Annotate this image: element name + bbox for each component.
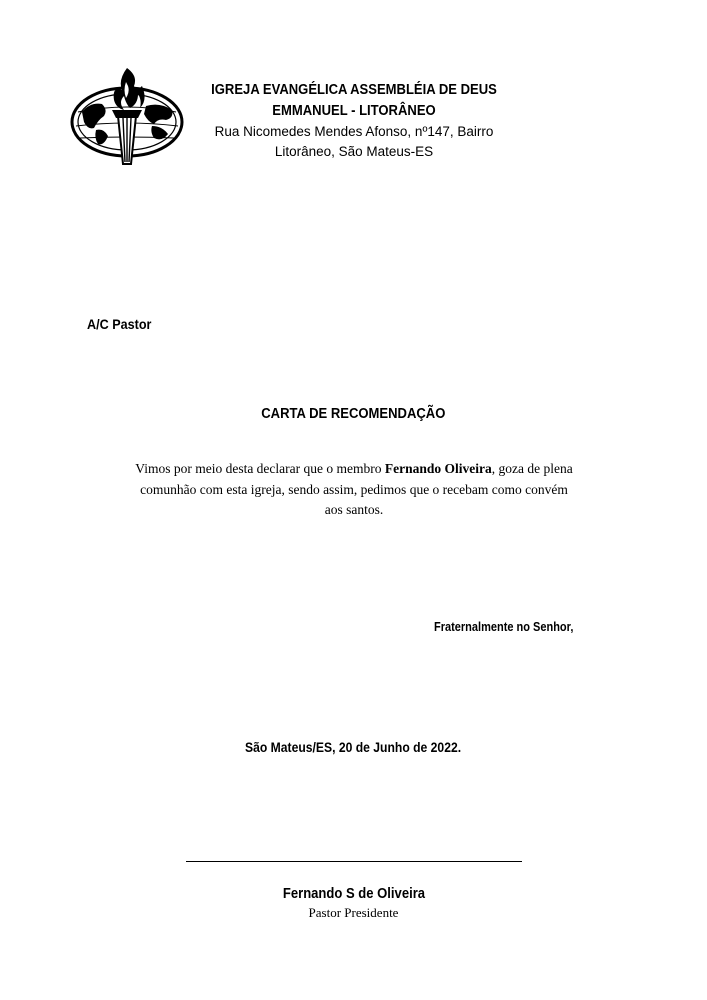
torch-globe-icon bbox=[68, 64, 186, 168]
signature-line bbox=[186, 861, 522, 862]
letter-body bbox=[134, 459, 574, 521]
church-name-line2: EMMANUEL - LITORÂNEO bbox=[272, 103, 436, 119]
address-line2: Litorâneo, São Mateus-ES bbox=[274, 144, 434, 159]
signatory-role: Pastor Presidente bbox=[308, 905, 399, 920]
date-line bbox=[0, 740, 707, 755]
member-name: Fernando Oliveira bbox=[384, 461, 492, 476]
letter-title bbox=[0, 406, 707, 422]
address-line1: Rua Nicomedes Mendes Afonso, nº147, Bairro bbox=[214, 124, 494, 139]
church-name-line1: IGREJA EVANGÉLICA ASSEMBLÉIA DE DEUS bbox=[211, 82, 497, 98]
attention-line: A/C Pastor bbox=[87, 316, 152, 332]
closing-line: Fraternalmente no Senhor, bbox=[433, 620, 573, 634]
signatory-name bbox=[0, 886, 707, 902]
body-text-before: Vimos por meio desta declarar que o membro bbox=[135, 461, 385, 476]
date-text: São Mateus/ES, 20 de Junho de 2022. bbox=[245, 740, 462, 755]
signatory-name-text: Fernando S de Oliveira bbox=[282, 886, 425, 902]
church-header bbox=[190, 80, 518, 162]
body-text-after: , goza de plena comunhão com esta igreja, sendo assim, pedimos que o recebam como convém aos santos. bbox=[140, 461, 573, 517]
letter-title-text: CARTA DE RECOMENDAÇÃO bbox=[261, 406, 446, 422]
